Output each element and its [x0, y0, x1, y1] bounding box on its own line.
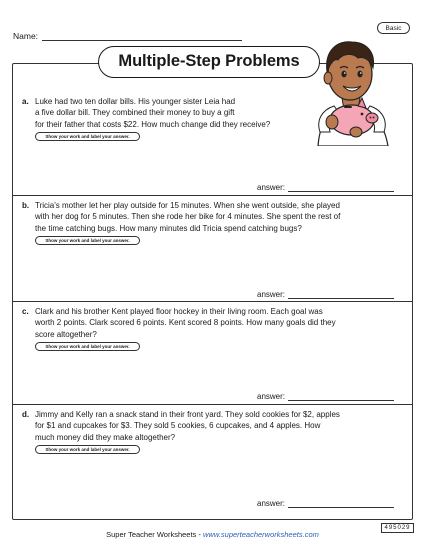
problem-letter: b.: [22, 201, 30, 210]
problem-letter: d.: [22, 410, 30, 419]
problem-line: Luke had two ten dollar bills. His younger sister Leia had: [35, 97, 236, 106]
name-field[interactable]: [13, 31, 242, 41]
answer-field-c[interactable]: [257, 392, 394, 401]
show-work-label: Show your work and label your answer.: [35, 236, 140, 245]
answer-label: answer:: [257, 499, 286, 508]
problem-letter: c.: [22, 307, 29, 316]
show-work-label: Show your work and label your answer.: [35, 132, 140, 141]
answer-field-a[interactable]: [257, 183, 394, 192]
problem-line: worth 2 points. Clark scored 6 points. Kent scored 8 points. How many goals did they: [35, 318, 336, 328]
problem-line: for their father that costs $22. How much change did they receive?: [35, 119, 271, 129]
name-input-line[interactable]: [42, 33, 242, 41]
level-badge: Basic: [377, 22, 410, 34]
problem-text: [35, 200, 340, 234]
answer-label: answer:: [257, 290, 286, 299]
section-divider: [12, 404, 413, 405]
answer-input-line[interactable]: [288, 184, 394, 192]
answer-field-b[interactable]: [257, 290, 394, 299]
boy-holding-piggy-bank-icon: [300, 28, 400, 146]
problem-line: Jimmy and Kelly ran a snack stand in their front yard. They sold cookies for $2, apples: [35, 410, 340, 419]
answer-input-line[interactable]: [288, 500, 394, 508]
footer: [0, 530, 425, 539]
footer-separator: -: [196, 530, 203, 539]
answer-field-d[interactable]: [257, 499, 394, 508]
problem-line: Tricia's mother let her play outside for 15 minutes. When she went outside, she played: [35, 201, 340, 210]
problem-line: for $1 and cupcakes for $3. They sold 5 cookies, 6 cupcakes, and 4 apples. How: [35, 421, 321, 431]
name-label: Name:: [13, 31, 39, 41]
show-work-label: Show your work and label your answer.: [35, 342, 140, 351]
section-divider: [12, 195, 413, 196]
problem-text: [35, 96, 270, 130]
section-divider: [12, 301, 413, 302]
footer-site-link[interactable]: www.superteacherworksheets.com: [202, 530, 319, 539]
problem-text: [35, 306, 336, 340]
answer-input-line[interactable]: [288, 393, 394, 401]
problem-letter: a.: [22, 97, 29, 106]
answer-label: answer:: [257, 392, 286, 401]
problem-line: much money did they make altogether?: [35, 432, 176, 442]
footer-brand: Super Teacher Worksheets: [106, 530, 197, 539]
problem-line: with her dog for 5 minutes. Then she rode her bike for 4 minutes. She spent the rest of: [35, 212, 341, 222]
problem-text: [35, 409, 340, 443]
worksheet-code: 495029: [381, 523, 414, 533]
page-title: Multiple-Step Problems: [98, 46, 320, 78]
show-work-label: Show your work and label your answer.: [35, 445, 140, 454]
answer-input-line[interactable]: [288, 291, 394, 299]
answer-label: answer:: [257, 183, 286, 192]
problem-line: a five dollar bill. They combined their money to buy a gift: [35, 108, 235, 118]
problem-line: score altogether?: [35, 329, 97, 339]
problem-line: the time catching bugs. How many minutes did Tricia spend catching bugs?: [35, 223, 302, 233]
problem-line: Clark and his brother Kent played floor hockey in their living room. Each goal was: [35, 307, 323, 316]
